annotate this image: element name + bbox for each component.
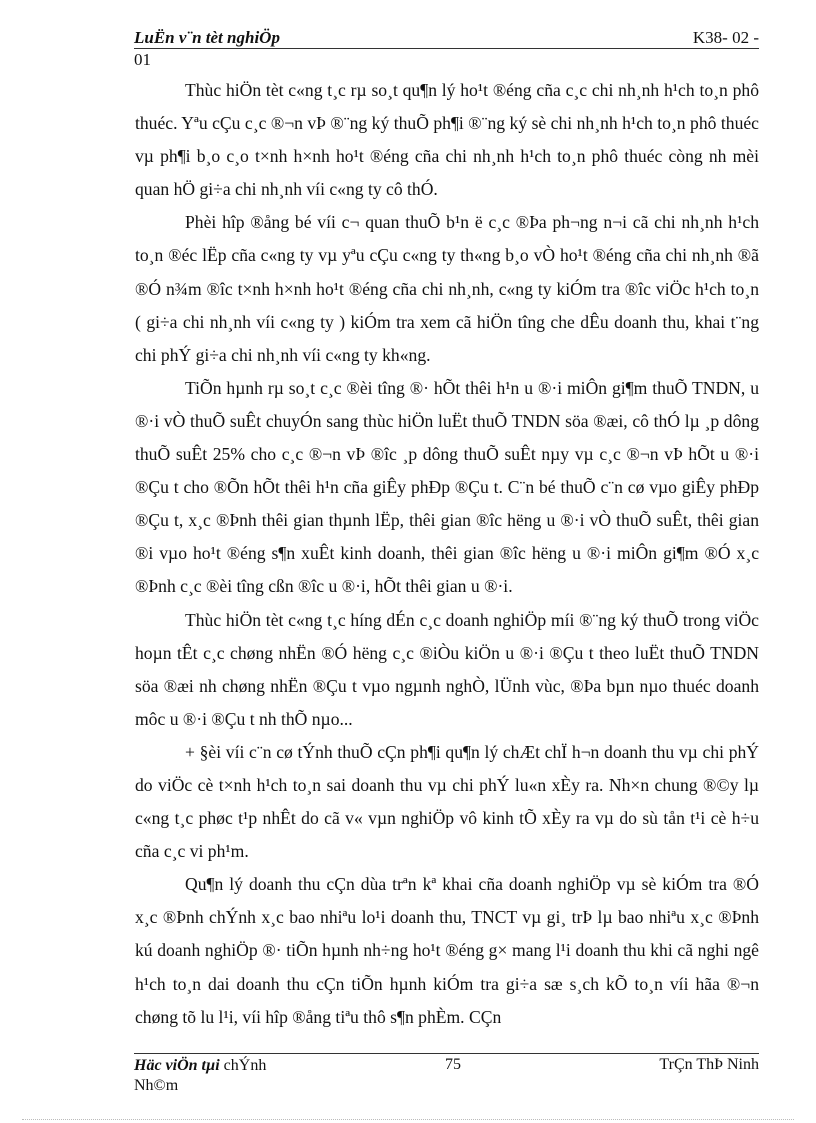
paragraph: Qu¶n lý doanh thu cÇn dùa trªn kª khai cña doanh nghiÖp vµ sè kiÓm tra ®Ó x¸c ®Þnh chÝnh x¸c bao nhiªu lo¹i doanh thu, TNCT vµ gi¸ trÞ lµ bao nhiªu x¸c ®Þnh kú doanh nghiÖp ®· tiÕn hµnh nh÷ng ho¹t ®éng g× mang l¹i doanh thu khi cã nghi ngê h¹ch to¸n dai doanh thu cÇn tiÕn hµnh kiÓm tra gi÷a sæ s¸ch kÕ to¸n víi hãa ®¬n chøng tõ lu l¹i, víi hîp ®ång tiªu thô s¶n phÈm. CÇn <box>135 874 759 1027</box>
paragraph: TiÕn hµnh rµ so¸t c¸c ®èi tîng ®· hÕt thêi h¹n u ®·i miÔn gi¶m thuÕ TNDN, u ®·i vÒ thuÕ suÊt chuyÓn sang thùc hiÖn luËt thuÕ TNDN söa ®æi, cô thÓ lµ ¸p dông thuÕ suÊt 25% cho c¸c ®¬n vÞ ®îc ¸p dông thuÕ suÊt nµy vµ c¸c ®¬n vÞ hÕt u ®·i ®Çu t cho ®Õn hÕt thêi h¹n cña giÊy phÐp ®Çu t. C¨n bé thuÕ c¨n cø vµo giÊy phÐp ®Çu t, x¸c ®Þnh thêi gian thµnh lËp, thêi gian ®îc hëng u ®·i vÒ thuÕ suÊt, thêi gian ®i vµo ho¹t ®éng s¶n xuÊt kinh doanh, thêi gian ®îc hëng u ®·i miÔn gi¶m ®Ó x¸c ®Þnh c¸c ®èi tîng cßn ®îc u ®·i, hÕt thêi gian u ®·i. <box>135 377 759 597</box>
header-rule <box>134 48 759 49</box>
page-footer <box>134 1056 759 1096</box>
author-name: TrÇn ThÞ Ninh <box>659 1056 759 1073</box>
paragraph: Phèi hîp ®ång bé víi c¬ quan thuÕ b¹n ë c¸c ®Þa ph¬ng n¬i cã chi nh¸nh h¹ch to¸n ®éc lËp cña c«ng ty vµ yªu cÇu c«ng ty th«ng b¸o vÒ ho¹t ®éng cña chi nh¸nh ®ã ®Ó n¾m ®îc t×nh h×nh ho¹t ®éng cña chi nh¸nh, c«ng ty kiÓm tra ®îc viÖc h¹ch to¸n ( gi÷a chi nh¸nh víi c«ng ty ) kiÓm tra xem cã hiÖn tîng che dÊu doanh thu, khai t¨ng chi phÝ gi÷a chi nh¸nh víi c«ng ty kh«ng. <box>135 212 759 365</box>
paragraph: Thùc hiÖn tèt c«ng t¸c híng dÉn c¸c doanh nghiÖp míi ®¨ng ký thuÕ trong viÖc hoµn tÊt c¸c chøng nhËn ®Ó hëng c¸c ®iÒu kiÖn u ®·i ®Çu t theo luËt thuÕ TNDN söa ®æi nh chøng nhËn ®Çu t vµo ngµnh nghÒ, lÜnh vùc, ®Þa bµn nµo thuéc doanh môc u ®·i ®Çu t nh thÕ nµo... <box>135 609 759 729</box>
class-code-continuation: 01 <box>134 50 151 69</box>
institution-name <box>134 1056 294 1096</box>
body-text <box>135 74 759 1034</box>
page-number: 75 <box>445 1056 461 1073</box>
author-second-line: Nh©m <box>134 1077 179 1094</box>
paragraph: + §èi víi c¨n cø tÝnh thuÕ cÇn ph¶i qu¶n lý chÆt chÏ h¬n doanh thu vµ chi phÝ do viÖc cè t×nh h¹ch to¸n sai doanh thu vµ chi phÝ lu«n xÈy ra. Nh×n chung ®©y lµ c«ng t¸c phøc t¹p nhÊt do cã v« vµn nghiÖp vô kinh tÕ xÈy ra vµ do sù tån t¹i cè h÷u cña c¸c vi ph¹m. <box>135 741 759 862</box>
thesis-title: LuËn v¨n tèt nghiÖp <box>134 28 280 47</box>
institution-italic: Häc viÖn tµi <box>134 1057 220 1074</box>
institution-rest: chÝnh <box>223 1057 267 1074</box>
footer-rule <box>134 1053 759 1054</box>
page-header <box>134 28 759 50</box>
page-edge-divider <box>22 1119 794 1120</box>
class-code: K38- 02 - <box>692 28 759 47</box>
paragraph: Thùc hiÖn tèt c«ng t¸c rµ so¸t qu¶n lý ho¹t ®éng cña c¸c chi nh¸nh h¹ch to¸n phô thuéc. Yªu cÇu c¸c ®¬n vÞ ®¨ng ký thuÕ ph¶i ®¨ng ký sè chi nh¸nh h¹ch to¸n phô thuéc vµ ph¶i b¸o c¸o t×nh h×nh ho¹t ®éng cña chi nh¸nh h¹ch to¸n phô thuéc còng nh mèi quan hÖ gi÷a chi nh¸nh víi c«ng ty cô thÓ. <box>135 80 759 200</box>
